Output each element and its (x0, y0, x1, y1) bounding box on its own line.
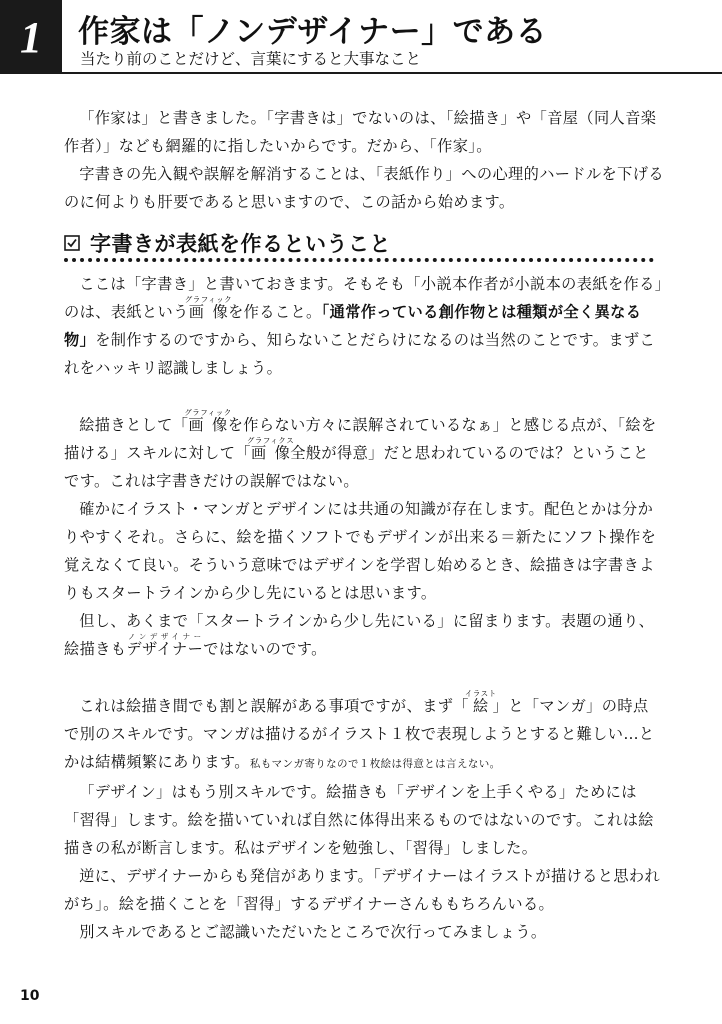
text-run: を制作するのですから、知らないことだらけになるのは当然のことです。まずこれをハッキリ認識しましょう。 (64, 331, 656, 377)
text-run: これは絵描き間でも割と誤解がある事項ですが、まず「 (79, 697, 469, 715)
chapter-number-badge (0, 0, 62, 74)
text-run: を作ること。 (228, 303, 322, 321)
ruby-reading: グラフィック (184, 295, 233, 304)
section-paragraph-4 (64, 607, 664, 663)
header-divider (62, 72, 722, 74)
section-paragraph-1 (64, 270, 664, 382)
section-paragraph-8: 別スキルであるとご認識いただいたところで次行ってみましょう。 (79, 923, 547, 941)
text-run: 絵描きとして「 (79, 416, 189, 434)
ruby-base: 画像 (184, 303, 233, 321)
ruby-base: デザイナー (126, 640, 204, 658)
page-title: 作家は「ノンデザイナー」である (78, 14, 548, 50)
text-run: 」と「マンガ」の時点で別のスキルです。マンガは描けるがイラスト１枚で表現しようとすると難しい…とかは結構頻繁にあります。 (64, 697, 655, 771)
section-heading (64, 228, 654, 258)
aside-note: 私もマンガ寄りなので１枚絵は得意とは言えない。 (249, 758, 501, 770)
emphasis-text: 「通常作っている創作物とは種類が全く異なる物」 (64, 303, 642, 349)
text-run: ではないのです。 (203, 640, 327, 658)
ruby-reading: イラスト (464, 689, 497, 698)
ruby-reading: グラフィクス (246, 436, 295, 445)
section-divider (64, 258, 654, 262)
text-run: を作らない方々に誤解されているなぁ」と感じる点が、「絵を描ける」スキルに対して「 (64, 416, 657, 462)
ruby-reading: ノンデザイナー (126, 632, 204, 641)
intro-block (64, 104, 664, 216)
section-paragraph-3: 確かにイラスト・マンガとデザインには共通の知識が存在します。配色とかは分かりやすくそれ。さらに、絵を描くソフトでもデザインが出来る＝新たにソフト操作を覚えなくて良い。そういう意味ではデザインを学習し始めるとき、絵描きは字書きよりもスタートラインから少し先にいるとは思います。 (64, 500, 657, 602)
checkbox-icon (64, 235, 80, 251)
ruby-base: 絵 (464, 697, 497, 715)
page-subtitle: 当たり前のことだけど、言葉にすると大事なこと (80, 50, 422, 68)
section-body (64, 270, 664, 946)
ruby-term (126, 632, 204, 658)
paragraph-gap (64, 663, 664, 689)
page-number: 10 (20, 988, 40, 1004)
chapter-number: 1 (20, 12, 42, 62)
section-title: 字書きが表紙を作るということ (90, 232, 391, 256)
text-run: ここは「字書き」と書いておきます。そもそも「小説本作者が小説本の表紙を作る」のは、表紙という (64, 275, 663, 321)
text-run: 全般が得意」だと思われているのでは？ということです。これは字書きだけの誤解ではない。 (64, 444, 649, 490)
ruby-term (246, 436, 295, 462)
text-run: 但し、あくまで「スタートラインから少し先にいる」に留まります。表題の通り、絵描きも (64, 612, 655, 658)
paragraph-gap (64, 382, 664, 408)
ruby-term (184, 295, 233, 321)
ruby-reading: グラフィック (184, 408, 232, 417)
ruby-base: 画像 (184, 416, 232, 434)
section-paragraph-2 (64, 408, 664, 495)
section-paragraph-5 (64, 689, 664, 778)
ruby-term (184, 408, 232, 434)
section-paragraph-6: 「デザイン」はもう別スキルです。絵描きも「デザインを上手くやる」ためには「習得」します。絵を描いていれば自然に体得出来るものではないのです。これは絵描きの私が断言します。私はデザインを勉強し、「習得」しました。 (64, 783, 654, 857)
section-paragraph-7: 逆に、デザイナーからも発信があります。「デザイナーはイラストが描けると思われがち」。絵を描くことを「習得」するデザイナーさんももちろんいる。 (64, 867, 661, 913)
ruby-base: 画像 (246, 444, 295, 462)
intro-paragraph-1: 「作家は」と書きました。「字書きは」でないのは、「絵描き」や「音屋（同人音楽作者）」なども網羅的に指したいからです。だから、「作家」。 (64, 109, 657, 155)
ruby-term (464, 689, 497, 715)
intro-paragraph-2: 字書きの先入観や誤解を解消することは、「表紙作り」への心理的ハードルを下げるのに何よりも肝要であると思いますので、この話から始めます。 (64, 165, 664, 211)
